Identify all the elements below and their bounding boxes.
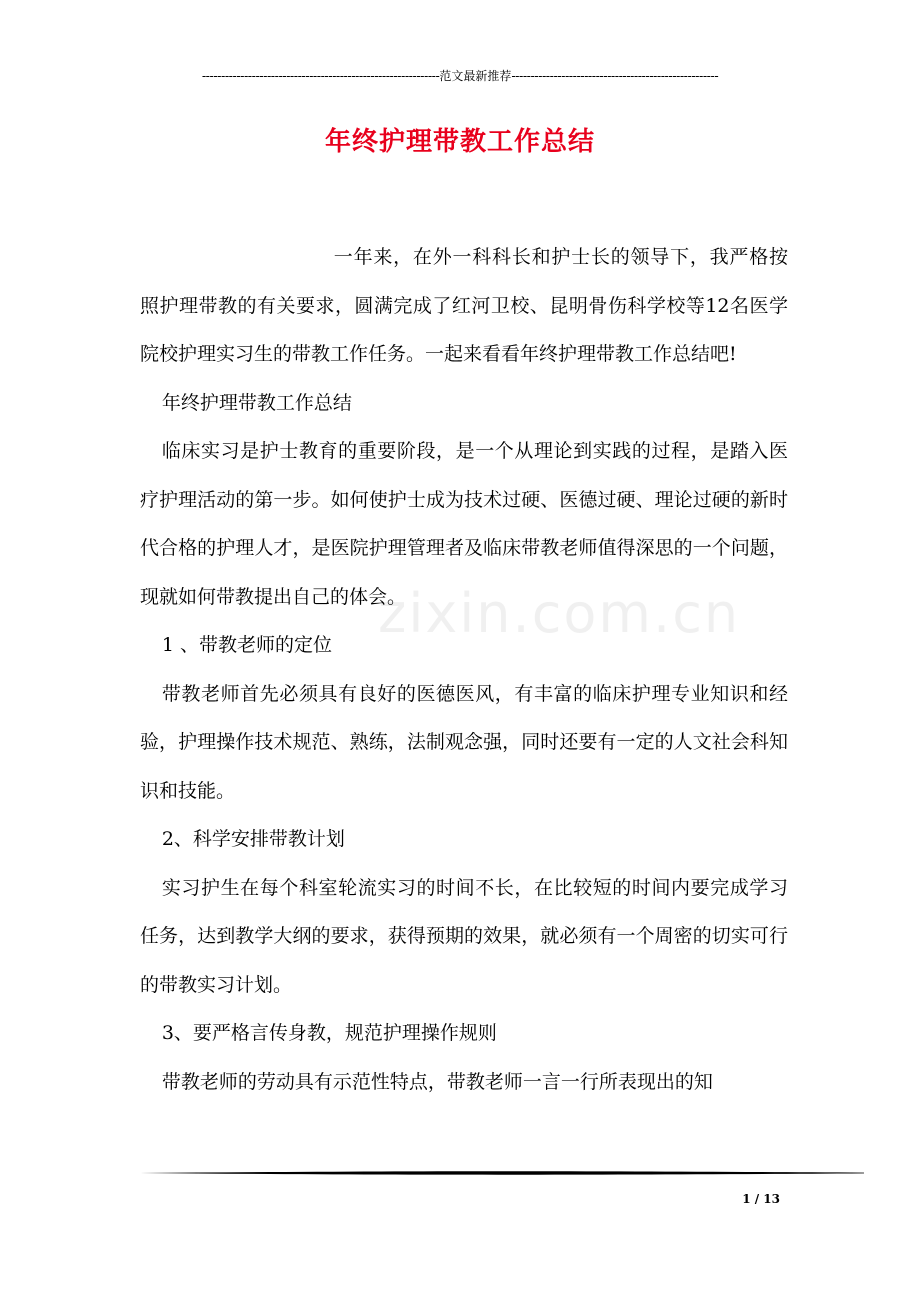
- document-body: [140, 233, 788, 1106]
- body-paragraph: 临床实习是护士教育的重要阶段，是一个从理论到实践的过程，是踏入医疗护理活动的第一步。如何使护士成为技术过硬、医德过硬、理论过硬的新时代合格的护理人才，是医院护理管理者及临床带教老师值得深思的一个问题，现就如何带教提出自己的体会。: [140, 440, 788, 608]
- watermark: zixin.com.cn: [378, 582, 741, 645]
- document-title: 年终护理带教工作总结: [324, 127, 595, 157]
- section-heading: 2、科学安排带教计划: [161, 828, 345, 850]
- body-paragraph: 带教老师的劳动具有示范性特点，带教老师一言一行所表现出的知: [161, 1070, 713, 1093]
- page-number: 1 / 13: [742, 1192, 780, 1206]
- section-heading: 3、要严格言传身教，规范护理操作规则: [161, 1022, 497, 1044]
- page-header: [140, 66, 780, 86]
- body-paragraph: 实习护生在每个科室轮流实习的时间不长，在比较短的时间内要完成学习任务，达到教学大纲的要求，获得预期的效果，就必须有一个周密的切实可行的带教实习计划。: [140, 876, 788, 996]
- header-right-dashes: ------------------------------------------------------: [511, 69, 719, 83]
- body-paragraph: 带教老师首先必须具有良好的医德医风，有丰富的临床护理专业知识和经验，护理操作技术规范、熟练，法制观念强，同时还要有一定的人文社会科知识和技能。: [140, 682, 788, 802]
- section-heading: 年终护理带教工作总结: [161, 391, 352, 414]
- header-label: 范文最新推荐: [439, 69, 512, 83]
- intro-paragraph: 一年来，在外一科科长和护士长的领导下，我严格按照护理带教的有关要求，圆满完成了红河卫校、昆明骨伤科学校等12名医学院校护理实习生的带教工作任务。一起来看看年终护理带教工作总结吧!: [140, 246, 788, 365]
- footer-divider: [140, 1170, 864, 1176]
- section-heading: 1 、带教老师的定位: [161, 634, 332, 656]
- header-left-dashes: --------------------------------------------------------------: [201, 69, 440, 83]
